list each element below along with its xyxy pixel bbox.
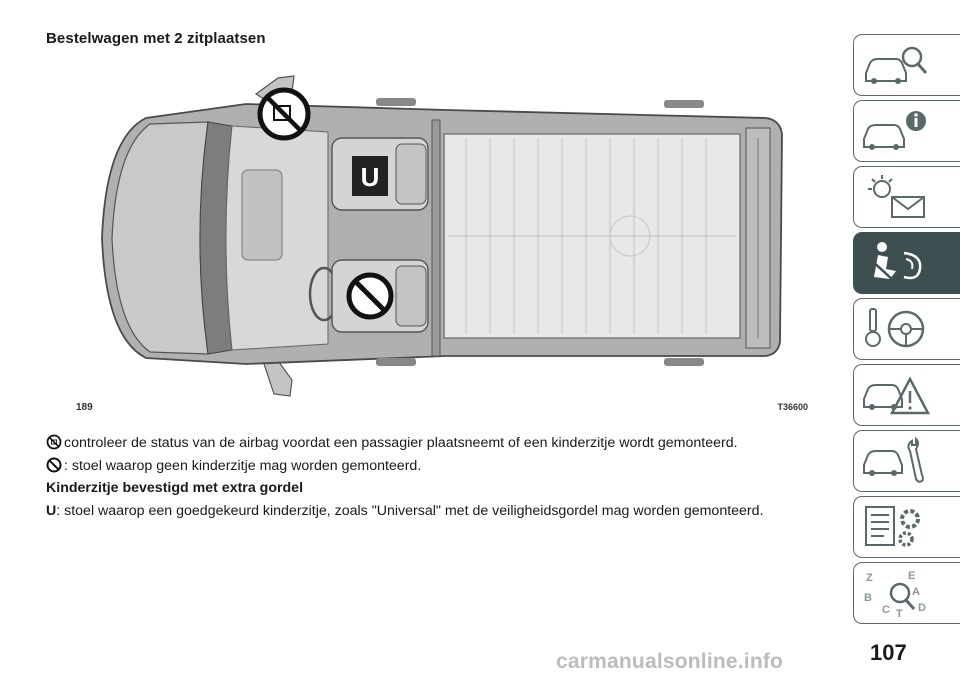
body-text [46, 432, 826, 522]
svg-text:D: D [918, 602, 926, 614]
steering-wheel-key-icon [860, 303, 930, 355]
tab-index[interactable] [853, 562, 960, 624]
svg-text:U: U [360, 162, 380, 192]
no-child-seat-note: : stoel waarop geen kinderzitje mag worden gemonteerd. [46, 455, 826, 478]
van-seating-figure [46, 58, 814, 420]
tab-safety[interactable] [853, 232, 960, 294]
figure-number: 189 [76, 402, 93, 413]
svg-text:C: C [882, 604, 890, 616]
figure-code: T36600 [777, 402, 808, 412]
svg-text:E: E [908, 570, 916, 582]
svg-text:Z: Z [866, 572, 873, 584]
alphabet-index-search-icon [860, 567, 930, 619]
section-heading: Bestelwagen met 2 zitplaatsen [46, 30, 266, 47]
tab-car-info[interactable] [853, 100, 960, 162]
no-child-seat-icon [349, 275, 391, 317]
airbag-note: controleer de status van de airbag voordat een passagier plaatsneemt of een kinderzitje wordt gemonteerd. [46, 432, 826, 455]
airbag-warning-icon [46, 434, 62, 450]
svg-text:T: T [896, 608, 903, 619]
car-search-icon [860, 39, 930, 91]
u-letter: U [46, 502, 57, 519]
van-top-view-illustration [46, 58, 814, 420]
universal-seat-note: U: stoel waarop een goedgekeurd kinderzitje, zoals "Universal" met de veiligheidsgordel mag worden gemonteerd. [46, 502, 764, 519]
page-number: 107 [870, 640, 907, 665]
no-child-seat-inline-icon [46, 457, 62, 473]
airbag-warning-sticker-icon [260, 90, 308, 138]
tab-servicing[interactable] [853, 430, 960, 492]
car-wrench-icon [860, 435, 930, 487]
svg-text:A: A [912, 586, 920, 598]
car-info-icon [860, 105, 930, 157]
tab-car-search[interactable] [853, 34, 960, 96]
svg-text:B: B [864, 592, 872, 604]
car-warning-triangle-icon [860, 369, 930, 421]
tab-specifications[interactable] [853, 496, 960, 558]
specifications-gear-icon [860, 501, 930, 553]
tab-starting-driving[interactable] [853, 298, 960, 360]
subheading: Kinderzitje bevestigd met extra gordel [46, 480, 304, 496]
warning-light-envelope-icon [860, 171, 930, 223]
tab-emergency[interactable] [853, 364, 960, 426]
tab-warning-lights[interactable] [853, 166, 960, 228]
watermark: carmanualsonline.info [556, 650, 784, 673]
seat-airbag-icon [860, 237, 930, 289]
